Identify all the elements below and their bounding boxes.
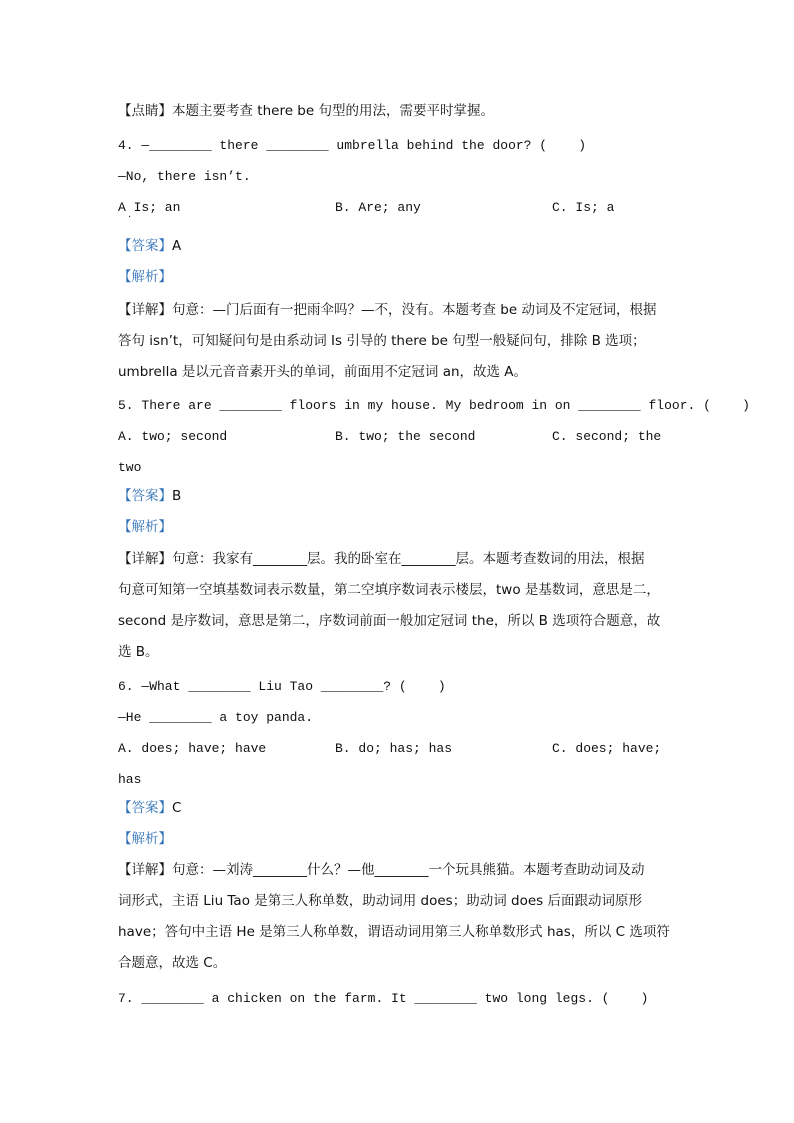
q5-option-a: A. two; second: [118, 429, 228, 444]
q5-detail-line-1: [118, 553, 645, 567]
q4-option-b: B. Are; any: [335, 200, 421, 215]
q6-detail-line-1: [118, 864, 645, 878]
q7-stem: 7. ________ a chicken on the farm. It ________ two long legs. ( ): [118, 991, 649, 1006]
q5-detail-line-4: 选 B。: [118, 644, 159, 660]
q4-detail-tag: 【详解】: [118, 302, 172, 318]
q5-answer-tag: 【答案】: [118, 488, 172, 504]
dianjing-text: 本题主要考查 there be 句型的用法，需要平时掌握。: [172, 103, 494, 119]
dianjing-line: [118, 105, 494, 119]
q4-detail-line-3: umbrella 是以元音音素开头的单词，前面用不定冠词 an，故选 A。: [118, 364, 528, 380]
q5-answer-value: B: [172, 488, 182, 504]
q6-detail-tag: 【详解】: [118, 862, 172, 878]
q5-answer: [118, 490, 181, 504]
q5-option-b: B. two; the second: [335, 429, 476, 444]
q4-stem: 4. —________ there ________ umbrella behind the door? ( ): [118, 138, 587, 153]
q6-detail-line-2: 词形式，主语 Liu Tao 是第三人称单数，助动词用 does；助动词 does 后面跟动词原形: [118, 893, 642, 909]
q6-answer-tag: 【答案】: [118, 800, 172, 816]
q6-option-b: B. do; has; has: [335, 741, 453, 756]
q5-option-c: C. second; the: [552, 429, 662, 444]
q4-detail-line-2: 答句 isn’t，可知疑问句是由系动词 Is 引导的 there be 句型一般疑问句，排除 B 选项；: [118, 333, 646, 349]
q4-answer: [118, 240, 181, 254]
q6-detail-line-3: have；答句中主语 He 是第三人称单数，谓语动词用第三人称单数形式 has，所以 C 选项符: [118, 924, 670, 940]
dianjing-tag: 【点睛】: [118, 103, 172, 119]
q6-reply: —He ________ a toy panda.: [118, 710, 314, 725]
q5-detail-text-1: 句意：我家有________层。我的卧室在________层。本题考查数词的用法，根据: [172, 551, 645, 567]
q6-answer-value: C: [172, 800, 182, 816]
q4-detail-text-1: 句意：—门后面有一把雨伞吗？—不，没有。本题考查 be 动词及不定冠词，根据: [172, 302, 657, 318]
q6-option-wrap: has: [118, 772, 142, 787]
q6-option-a: A. does; have; have: [118, 741, 267, 756]
q4-reply: —No, there isn’t.: [118, 169, 251, 184]
q6-option-c: C. does; have;: [552, 741, 662, 756]
dot-mark: ·: [128, 212, 132, 223]
q6-answer: [118, 802, 181, 816]
q5-option-wrap: two: [118, 460, 142, 475]
q6-stem: 6. —What ________ Liu Tao ________? ( ): [118, 679, 446, 694]
q6-detail-line-4: 合题意，故选 C。: [118, 955, 227, 971]
q4-analysis-tag: 【解析】: [118, 269, 172, 285]
q4-detail-line-1: [118, 304, 656, 318]
q4-option-c: C. Is; a: [552, 200, 615, 215]
q4-answer-value: A: [172, 238, 182, 254]
q5-detail-tag: 【详解】: [118, 551, 172, 567]
q6-analysis-tag: 【解析】: [118, 831, 172, 847]
q6-detail-text-1: 句意：—刘涛________什么？—他________一个玩具熊猫。本题考查助动词及动: [172, 862, 645, 878]
q5-detail-line-2: 句意可知第一空填基数词表示数量，第二空填序数词表示楼层，two 是基数词，意思是二，: [118, 582, 660, 598]
q5-analysis-tag: 【解析】: [118, 519, 172, 535]
q4-answer-tag: 【答案】: [118, 238, 172, 254]
q4-option-a: A Is; an: [118, 200, 181, 215]
q5-detail-line-3: second 是序数词，意思是第二，序数词前面一般加定冠词 the，所以 B 选项符合题意，故: [118, 613, 661, 629]
q5-stem: 5. There are ________ floors in my house. My bedroom in on ________ floor. ( ): [118, 398, 750, 413]
